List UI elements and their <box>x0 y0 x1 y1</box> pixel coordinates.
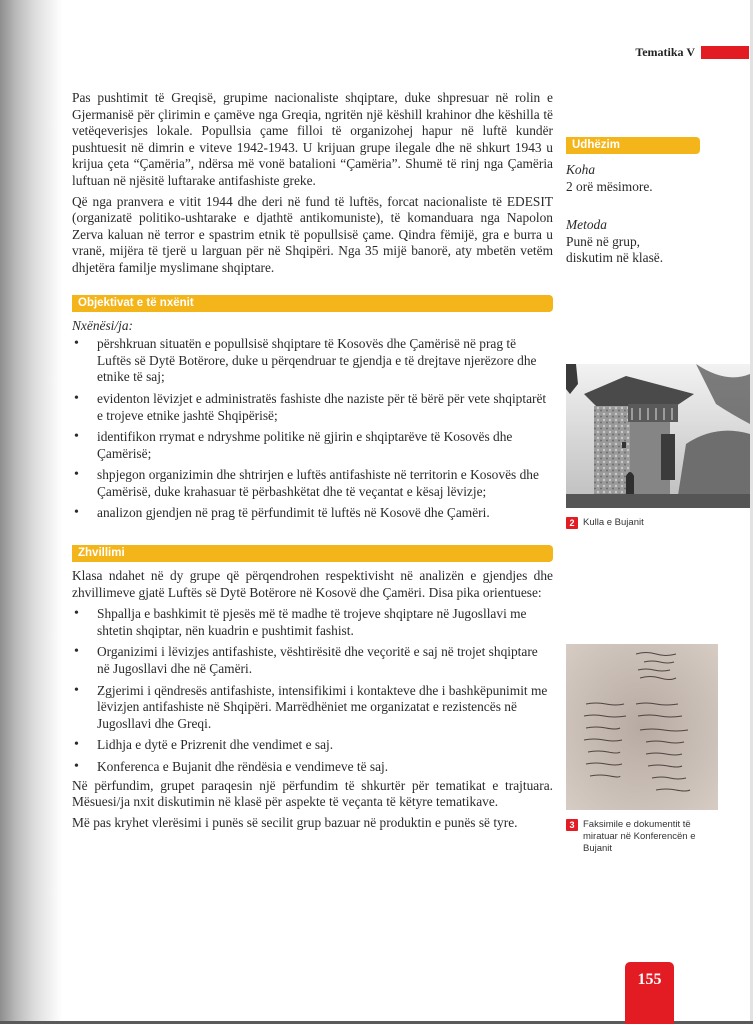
guidance-sidebar <box>566 137 716 267</box>
objective-item: • përshkruan situatën e popullsisë shqiptare të Kosovës dhe Çamërisë në prag të Luftës së Dytë Botërore, duke u përqendruar te gjendja e të drejtave njerëzore dhe etnike të saj; <box>72 336 553 386</box>
handwritten-document-facsimile <box>566 644 718 810</box>
development-item: • Organizimi i lëvizjes antifashiste, vështirësitë dhe veçoritë e saj në trojet shqiptare në Jugosllavi dhe në Çamëri. <box>72 644 553 677</box>
running-head-red-bar <box>701 46 749 59</box>
time-label: Koha <box>566 162 596 177</box>
objective-item: • identifikon rrymat e ndryshme politike në gjirin e shqiptarëve të Kosovës dhe Çamërisë; <box>72 429 553 462</box>
figure-caption-text: Kulla e Bujanit <box>583 517 644 528</box>
objectives-list <box>72 336 553 522</box>
page-number-tab <box>625 962 674 1024</box>
figure-kulla <box>566 364 750 529</box>
main-column <box>72 90 553 835</box>
figure-number-badge: 2 <box>566 517 578 529</box>
objective-item: • shpjegon organizimin dhe shtrirjen e luftës antifashiste në territorin e Kosovës dhe Çamërisë, duke krahasuar të përbashkëtat dhe të veçantat e kësaj lëvizje; <box>72 467 553 500</box>
objectives-heading: Objektivat e të nxënit <box>72 295 553 312</box>
development-heading: Zhvillimi <box>72 545 553 562</box>
time-value: 2 orë mësimore. <box>566 178 653 194</box>
development-item: • Lidhja e dytë e Prizrenit dhe vendimet e saj. <box>72 737 553 754</box>
development-assessment: Më pas kryhet vlerësimi i punës së secilit grup bazuar në produktin e punës së tyre. <box>72 814 518 830</box>
method-label: Metoda <box>566 217 607 233</box>
development-conclusion: Në përfundim, grupet paraqesin një përfundim të shkurtër për tematikat e trajtuara. Mësuesi/ja nxit diskutimin në klasë për aspekte të veçanta të këtyre tematikave. <box>72 777 553 810</box>
objectives-lead: Nxënësi/ja: <box>72 317 133 333</box>
development-list <box>72 606 553 775</box>
development-item: • Zgjerimi i qëndresës antifashiste, intensifikimi i kontakteve dhe i bashkëpunimit me lëvizjen antifashiste në Shqipëri. Marrëdhëniet me organizatat e rezistencës në Jugosllavi dhe Greqi. <box>72 683 553 733</box>
objective-item: • analizon gjendjen në prag të përfundimit të luftës në Kosovë dhe Çamëri. <box>72 505 553 522</box>
figure-number-badge: 3 <box>566 819 578 831</box>
development-item: • Shpallja e bashkimit të pjesës më të madhe të trojeve shqiptare në Jugosllavi me shtetin shqiptar, nën kuadrin e pushtimit fashist. <box>72 606 553 639</box>
running-head <box>635 45 749 60</box>
stone-tower-photo <box>566 364 750 508</box>
figure-caption-text: Faksimile e dokumentit të miratuar në Konferencën e Bujanit <box>583 819 696 854</box>
book-gutter-shadow <box>0 0 62 1024</box>
objective-item: • evidenton lëvizjet e administratës fashiste dhe naziste për të bërë për vete shqiptarët e trojeve etnike jashtë Shqipërisë; <box>72 391 553 424</box>
running-head-title: Tematika V <box>635 45 695 59</box>
page-number: 155 <box>637 971 662 988</box>
intro-paragraph: Që nga pranvera e vitit 1944 dhe deri në fund të luftës, forcat nacionaliste të EDESIT (organizatë politiko-ushtarake e djathtë antikomuniste), të komanduara nga Napolon Zerva kaluan në terror e spastrim etnik të popullsisë çame. Qindra fëmijë, gra e burra u vranë, mijëra të tjerë u larguan për në Shqipëri. Nga 35 mijë banorë, aty mbetën vetëm dhjetëra familje myslimane shqiptare. <box>72 193 553 275</box>
figure-faksimile <box>566 644 718 855</box>
method-value: Punë në grup, diskutim në klasë. <box>566 233 664 266</box>
figure-caption <box>566 517 750 529</box>
development-item: • Konferenca e Bujanit dhe rëndësia e vendimeve të saj. <box>72 759 553 776</box>
intro-paragraph: Pas pushtimit të Greqisë, grupime nacionaliste shqiptare, duke shpresuar në rolin e Gjermanisë për çlirimin e çamëve nga Greqia, ngritën një këshill krahinor dhe këshilla të vetëqeverisjes lokale. Popullsia çame filloi të organizohej hapur në luftë kundër pushtuesit në dimrin e viteve 1942-1943. U krijuan grupe ilegale dhe në shkurt 1943 u krijua çeta “Çamëria”, ndërsa më vonë batalioni “Çamëria”. Shumë të rinj nga Çamëria luftuan në njësitë luftarake antifashiste greke. <box>72 90 553 188</box>
figure-caption <box>566 819 706 855</box>
guidance-heading: Udhëzim <box>566 137 700 154</box>
development-intro: Klasa ndahet në dy grupe që përqendrohen respektivisht në analizën e gjendjes dhe zhvillimeve gjatë Luftës së Dytë Botërore në Kosovë dhe Çamëri. Disa pika orientuese: <box>72 568 553 600</box>
